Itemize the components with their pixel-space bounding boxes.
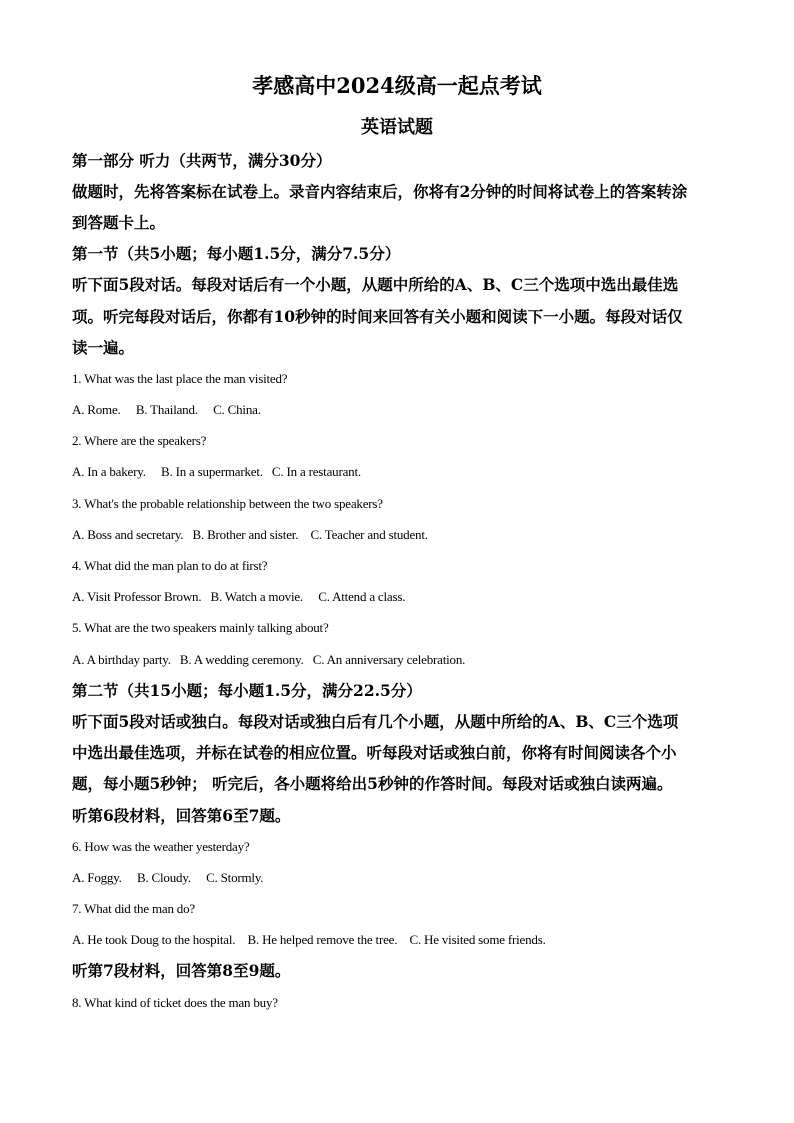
subject-title: 英语试题 <box>361 117 433 138</box>
section2-instruction-line2: 中选出最佳选项，并标在试卷的相应位置。听每段对话或独白前，你将有时间阅读各个小 <box>72 743 677 762</box>
question-1: 1. What was the last place the man visited? <box>72 371 288 386</box>
part1-heading: 第一部分 听力（共两节，满分30分） <box>72 151 332 170</box>
question-4-options: A. Visit Professor Brown. B. Watch a movie. C. Attend a class. <box>72 589 406 604</box>
question-2-options: A. In a bakery. B. In a supermarket. C. In a restaurant. <box>72 464 361 479</box>
question-2: 2. Where are the speakers? <box>72 433 207 448</box>
question-4: 4. What did the man plan to do at first? <box>72 558 268 573</box>
question-5-options: A. A birthday party. B. A wedding ceremony. C. An anniversary celebration. <box>72 652 466 667</box>
part1-instruction-line1: 做题时，先将答案标在试卷上。录音内容结束后，你将有2分钟的时间将试卷上的答案转涂 <box>72 182 688 201</box>
question-5: 5. What are the two speakers mainly talking about? <box>72 620 329 635</box>
question-7: 7. What did the man do? <box>72 901 195 916</box>
question-3-options: A. Boss and secretary. B. Brother and sister. C. Teacher and student. <box>72 527 428 542</box>
part1-instruction-line2: 到答题卡上。 <box>72 213 166 232</box>
question-1-options: A. Rome. B. Thailand. C. China. <box>72 402 261 417</box>
question-3: 3. What's the probable relationship between the two speakers? <box>72 496 383 511</box>
question-6: 6. How was the weather yesterday? <box>72 839 250 854</box>
section1-heading: 第一节（共5小题；每小题1.5分，满分7.5分） <box>72 244 401 263</box>
question-6-options: A. Foggy. B. Cloudy. C. Stormly. <box>72 870 264 885</box>
section1-instruction-line2: 项。听完每段对话后，你都有10秒钟的时间来回答有关小题和阅读下一小题。每段对话仅 <box>72 307 683 326</box>
section2-instruction-line3: 题，每小题5秒钟； 听完后，各小题将给出5秒钟的作答时间。每段对话或独白读两遍。 <box>72 774 673 793</box>
section1-instruction-line3: 读一遍。 <box>72 338 135 357</box>
section2-heading: 第二节（共15小题；每小题1.5分，满分22.5分） <box>72 681 422 700</box>
question-7-options: A. He took Doug to the hospital. B. He helped remove the tree. C. He visited some friends. <box>72 932 546 947</box>
material-7-heading: 听第7段材料，回答第8至9题。 <box>72 961 291 980</box>
section1-instruction-line1: 听下面5段对话。每段对话后有一个小题，从题中所给的A、B、C三个选项中选出最佳选 <box>72 275 679 294</box>
section2-instruction-line1: 听下面5段对话或独白。每段对话或独白后有几个小题，从题中所给的A、B、C三个选项 <box>72 712 679 731</box>
exam-title: 孝感高中2024级高一起点考试 <box>252 73 542 98</box>
question-8: 8. What kind of ticket does the man buy? <box>72 995 278 1010</box>
material-6-heading: 听第6段材料，回答第6至7题。 <box>72 806 291 825</box>
